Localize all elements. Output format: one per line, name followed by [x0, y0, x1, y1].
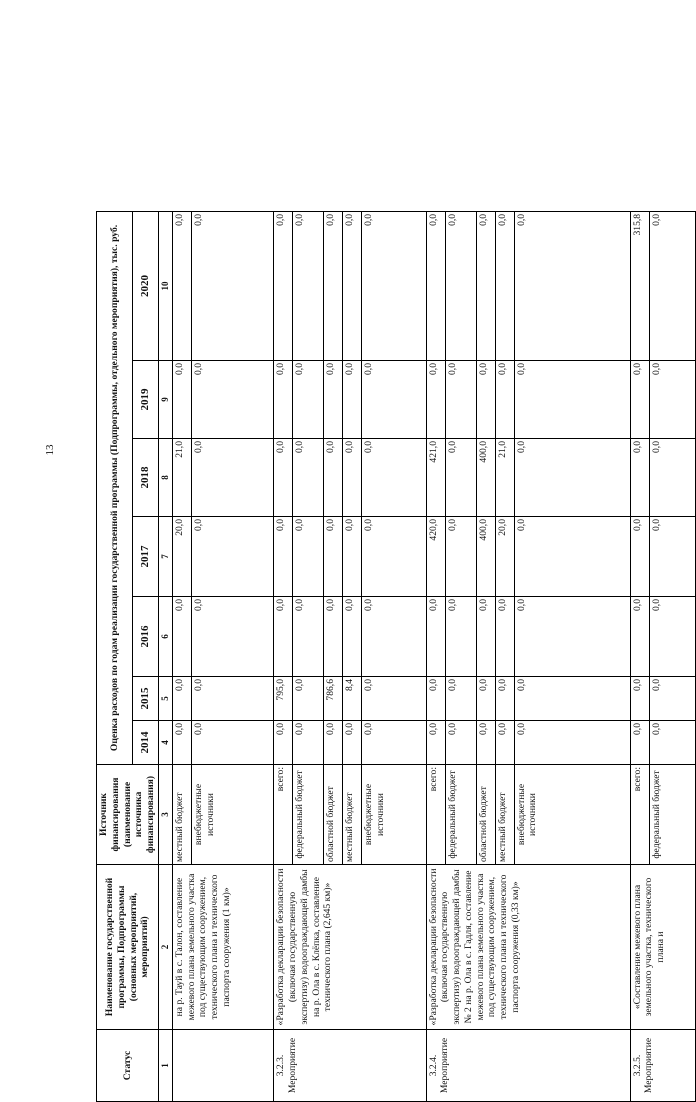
value-cell: 0,0 [514, 439, 630, 517]
value-cell: 0,0 [426, 677, 445, 721]
funding-source: областной бюджет [324, 765, 343, 865]
column-number: 7 [159, 517, 173, 597]
value-cell: 0,0 [324, 211, 343, 360]
funding-source: местный бюджет [172, 765, 191, 865]
value-cell: 20,0 [495, 517, 514, 597]
measure-status: Мероприятие [287, 1037, 299, 1094]
column-number: 9 [159, 361, 173, 439]
value-cell: 0,0 [324, 597, 343, 677]
value-cell: 0,0 [649, 361, 696, 439]
value-cell: 0,0 [476, 361, 495, 439]
column-number: 5 [159, 677, 173, 721]
value-cell: 0,0 [514, 597, 630, 677]
measure-name: «Разработка декларации безопасности (включая государственную экспертизу) водоограждающей дамбы на р. Ола в с. Клёпка, составление технического плана (2,645 км)» [274, 865, 426, 1030]
value-cell: 0,0 [445, 721, 476, 765]
rotated-table-container [96, 212, 696, 1102]
table-header [97, 211, 173, 1101]
value-cell: 786,6 [324, 677, 343, 721]
value-cell: 0,0 [274, 439, 293, 517]
value-cell: 0,0 [445, 211, 476, 360]
header-year: 2019 [133, 361, 159, 439]
funding-source: федеральный бюджет [445, 765, 476, 865]
status-cell [172, 1030, 273, 1102]
column-number: 10 [159, 211, 173, 360]
value-cell: 0,0 [476, 211, 495, 360]
value-cell: 0,0 [324, 361, 343, 439]
value-cell: 0,0 [630, 721, 649, 765]
value-cell: 0,0 [343, 597, 362, 677]
value-cell: 0,0 [324, 517, 343, 597]
value-cell: 0,0 [191, 439, 274, 517]
value-cell: 0,0 [362, 211, 426, 360]
value-cell: 0,0 [426, 361, 445, 439]
value-cell: 0,0 [362, 597, 426, 677]
funding-source: местный бюджет [343, 765, 362, 865]
funding-source: всего: [630, 765, 649, 865]
table-row [630, 211, 649, 1101]
value-cell: 0,0 [324, 721, 343, 765]
funding-source: федеральный бюджет [293, 765, 324, 865]
value-cell: 0,0 [495, 677, 514, 721]
value-cell: 0,0 [649, 517, 696, 597]
value-cell: 0,0 [426, 211, 445, 360]
value-cell: 0,0 [426, 721, 445, 765]
value-cell: 0,0 [191, 677, 274, 721]
value-cell: 0,0 [362, 517, 426, 597]
value-cell: 21,0 [172, 439, 191, 517]
column-number-row [159, 211, 173, 1101]
value-cell: 0,0 [649, 439, 696, 517]
value-cell: 0,0 [172, 361, 191, 439]
header-year: 2015 [133, 677, 159, 721]
funding-source: областной бюджет [476, 765, 495, 865]
table-row [274, 211, 293, 1101]
value-cell: 0,0 [514, 721, 630, 765]
column-number: 8 [159, 439, 173, 517]
value-cell: 0,0 [445, 517, 476, 597]
value-cell: 0,0 [514, 211, 630, 360]
value-cell: 0,0 [445, 677, 476, 721]
value-cell: 0,0 [362, 361, 426, 439]
value-cell: 0,0 [191, 361, 274, 439]
value-cell: 315,8 [630, 211, 649, 360]
value-cell: 0,0 [426, 597, 445, 677]
value-cell: 0,0 [630, 517, 649, 597]
header-year: 2014 [133, 721, 159, 765]
measure-name: на р. Тауй в с. Талон, составление межевого плана земельного участка под существующим сооружением, технического плана и технического паспорта сооружения (1 км)» [172, 865, 273, 1030]
value-cell: 0,0 [649, 677, 696, 721]
value-cell: 0,0 [649, 721, 696, 765]
value-cell: 0,0 [191, 517, 274, 597]
measure-name: «Разработка декларации безопасности (включая государственную экспертизу) водоограждающей дамбы № 2 на р. Ола в с. Гадля, составление межевого плана земельного участка под существующим сооружением, технического плана и технического паспорта сооружения (0,33 км)» [426, 865, 630, 1030]
measure-code: 3.2.4. [427, 1054, 439, 1077]
value-cell: 0,0 [630, 677, 649, 721]
value-cell: 0,0 [495, 597, 514, 677]
value-cell: 795,0 [274, 677, 293, 721]
value-cell: 0,0 [293, 721, 324, 765]
measure-code: 3.2.3. [275, 1054, 287, 1077]
value-cell: 0,0 [476, 677, 495, 721]
header-source: Источник финансирования (наименование источника финансирования) [97, 765, 159, 865]
value-cell: 400,0 [476, 439, 495, 517]
header-year: 2017 [133, 517, 159, 597]
value-cell: 21,0 [495, 439, 514, 517]
value-cell: 0,0 [343, 361, 362, 439]
value-cell: 0,0 [293, 677, 324, 721]
measure-status: Мероприятие [439, 1037, 451, 1094]
value-cell: 0,0 [172, 677, 191, 721]
column-number: 1 [159, 1030, 173, 1102]
value-cell: 0,0 [445, 439, 476, 517]
measure-status: Мероприятие [643, 1037, 655, 1094]
value-cell: 0,0 [495, 721, 514, 765]
value-cell: 0,0 [476, 597, 495, 677]
table-row [172, 211, 191, 1101]
value-cell: 0,0 [293, 517, 324, 597]
value-cell: 0,0 [172, 721, 191, 765]
funding-source: внебюджетные источники [362, 765, 426, 865]
value-cell: 0,0 [343, 721, 362, 765]
value-cell: 0,0 [362, 439, 426, 517]
column-number: 4 [159, 721, 173, 765]
page-number: 13 [44, 444, 56, 456]
value-cell: 0,0 [514, 517, 630, 597]
funding-source: местный бюджет [495, 765, 514, 865]
status-cell [426, 1030, 630, 1102]
funding-source: всего: [274, 765, 293, 865]
header-year: 2020 [133, 211, 159, 360]
header-estimate: Оценка расходов по годам реализации государственной программы (Подпрограммы, отдельного мероприятия), тыс. руб. [97, 211, 133, 764]
value-cell: 0,0 [274, 211, 293, 360]
column-number: 2 [159, 865, 173, 1030]
value-cell: 0,0 [362, 721, 426, 765]
column-number: 6 [159, 597, 173, 677]
value-cell: 0,0 [343, 517, 362, 597]
value-cell: 0,0 [191, 211, 274, 360]
value-cell: 0,0 [293, 597, 324, 677]
status-cell [630, 1030, 695, 1102]
header-year: 2016 [133, 597, 159, 677]
status-cell [274, 1030, 426, 1102]
value-cell: 0,0 [293, 361, 324, 439]
value-cell: 421,0 [426, 439, 445, 517]
value-cell: 0,0 [191, 721, 274, 765]
header-year: 2018 [133, 439, 159, 517]
funding-source: внебюджетные источники [514, 765, 630, 865]
value-cell: 0,0 [172, 211, 191, 360]
value-cell: 0,0 [445, 597, 476, 677]
value-cell: 0,0 [445, 361, 476, 439]
value-cell: 0,0 [191, 597, 274, 677]
value-cell: 0,0 [362, 677, 426, 721]
value-cell: 0,0 [293, 211, 324, 360]
value-cell: 0,0 [495, 211, 514, 360]
header-name: Наименование государственной программы, Подпрограммы (основных мероприятий, мероприятий) [97, 865, 159, 1030]
value-cell: 400,0 [476, 517, 495, 597]
measure-name: «Составление межевого плана земельного участка, технического плана и [630, 865, 695, 1030]
value-cell: 0,0 [274, 597, 293, 677]
table-row [426, 211, 445, 1101]
value-cell: 420,0 [426, 517, 445, 597]
value-cell: 0,0 [630, 361, 649, 439]
value-cell: 0,0 [172, 597, 191, 677]
value-cell: 0,0 [274, 721, 293, 765]
value-cell: 0,0 [274, 361, 293, 439]
value-cell: 0,0 [630, 439, 649, 517]
funding-source: внебюджетные источники [191, 765, 274, 865]
header-status: Статус [97, 1030, 159, 1102]
column-number: 3 [159, 765, 173, 865]
budget-table [96, 211, 696, 1102]
table-body [172, 211, 695, 1101]
value-cell: 0,0 [649, 211, 696, 360]
funding-source: федеральный бюджет [649, 765, 696, 865]
value-cell: 0,0 [476, 721, 495, 765]
value-cell: 0,0 [495, 361, 514, 439]
value-cell: 0,0 [343, 211, 362, 360]
value-cell: 0,0 [649, 597, 696, 677]
funding-source: всего: [426, 765, 445, 865]
measure-code: 3.2.5. [631, 1054, 643, 1077]
value-cell: 0,0 [514, 677, 630, 721]
value-cell: 20,0 [172, 517, 191, 597]
value-cell: 0,0 [324, 439, 343, 517]
value-cell: 0,0 [293, 439, 324, 517]
value-cell: 0,0 [274, 517, 293, 597]
value-cell: 8,4 [343, 677, 362, 721]
value-cell: 0,0 [630, 597, 649, 677]
value-cell: 0,0 [343, 439, 362, 517]
value-cell: 0,0 [514, 361, 630, 439]
